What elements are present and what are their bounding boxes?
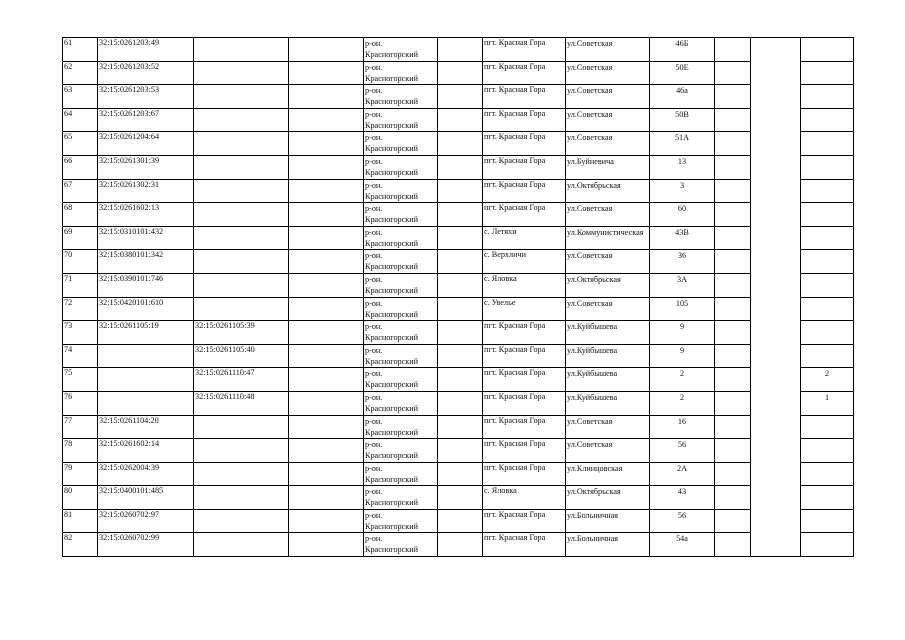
district-cell: р-он. Красногорский (364, 273, 438, 297)
empty-cell (289, 61, 364, 85)
empty-cell (715, 85, 751, 109)
empty-cell (438, 132, 483, 156)
locality-cell: пгт. Красная Гора (483, 509, 566, 533)
house-number-cell: 36 (650, 250, 715, 274)
empty-cell (289, 226, 364, 250)
street-cell: ул.Буйневича (566, 155, 650, 179)
empty-cell (438, 38, 483, 62)
cadastral-number-cell: 32:15:0261104:20 (98, 415, 194, 439)
street-cell: ул.Советская (566, 132, 650, 156)
gap-cell (751, 297, 801, 321)
linked-cadastral-number-cell: 32:15:0261105:39 (194, 321, 289, 345)
gap-cell (751, 462, 801, 486)
district-cell: р-он. Красногорский (364, 297, 438, 321)
empty-cell (715, 250, 751, 274)
house-number-cell: 60 (650, 203, 715, 227)
house-number-cell: 56 (650, 509, 715, 533)
table-row (63, 509, 854, 533)
row-number-cell: 66 (63, 155, 98, 179)
row-number-cell: 79 (63, 462, 98, 486)
empty-cell (438, 344, 483, 368)
gap-cell (751, 273, 801, 297)
cadastral-number-cell: 32:15:0261203:52 (98, 61, 194, 85)
apartment-cell (801, 179, 854, 203)
cadastral-number-cell: 32:15:0261602:13 (98, 203, 194, 227)
empty-cell (438, 61, 483, 85)
linked-cadastral-number-cell: 32:15:0261105:40 (194, 344, 289, 368)
empty-cell (715, 486, 751, 510)
empty-cell (715, 297, 751, 321)
apartment-cell (801, 108, 854, 132)
locality-cell: пгт. Красная Гора (483, 321, 566, 345)
gap-cell (751, 38, 801, 62)
linked-cadastral-number-cell (194, 462, 289, 486)
empty-cell (715, 132, 751, 156)
district-cell: р-он. Красногорский (364, 38, 438, 62)
linked-cadastral-number-cell (194, 85, 289, 109)
street-cell: ул.Октябрьская (566, 486, 650, 510)
empty-cell (289, 273, 364, 297)
locality-cell: с. Летяхи (483, 226, 566, 250)
linked-cadastral-number-cell: 32:15:0261110:48 (194, 391, 289, 415)
cadastral-number-cell: 32:15:0260702:97 (98, 509, 194, 533)
empty-cell (715, 439, 751, 463)
street-cell: ул.Больничная (566, 509, 650, 533)
empty-cell (715, 533, 751, 557)
cadastral-number-cell: 32:15:0310101:432 (98, 226, 194, 250)
linked-cadastral-number-cell (194, 179, 289, 203)
linked-cadastral-number-cell (194, 226, 289, 250)
street-cell: ул.Клинцовская (566, 462, 650, 486)
empty-cell (289, 132, 364, 156)
empty-cell (289, 509, 364, 533)
district-cell: р-он. Красногорский (364, 226, 438, 250)
empty-cell (715, 368, 751, 392)
linked-cadastral-number-cell (194, 273, 289, 297)
street-cell: ул.Больничная (566, 533, 650, 557)
district-cell: р-он. Красногорский (364, 486, 438, 510)
locality-cell: пгт. Красная Гора (483, 132, 566, 156)
apartment-cell (801, 297, 854, 321)
apartment-cell (801, 533, 854, 557)
address-register-table (62, 37, 854, 557)
empty-cell (438, 321, 483, 345)
empty-cell (289, 415, 364, 439)
row-number-cell: 77 (63, 415, 98, 439)
street-cell: ул.Советская (566, 203, 650, 227)
empty-cell (289, 155, 364, 179)
empty-cell (715, 391, 751, 415)
table-row (63, 439, 854, 463)
linked-cadastral-number-cell (194, 439, 289, 463)
gap-cell (751, 108, 801, 132)
house-number-cell: 3А (650, 273, 715, 297)
gap-cell (751, 344, 801, 368)
cadastral-number-cell: 32:15:0260702:99 (98, 533, 194, 557)
linked-cadastral-number-cell: 32:15:0261110:47 (194, 368, 289, 392)
house-number-cell: 105 (650, 297, 715, 321)
table-row (63, 415, 854, 439)
row-number-cell: 71 (63, 273, 98, 297)
house-number-cell: 2А (650, 462, 715, 486)
row-number-cell: 80 (63, 486, 98, 510)
district-cell: р-он. Красногорский (364, 533, 438, 557)
table-row (63, 155, 854, 179)
cadastral-number-cell: 32:15:0261203:53 (98, 85, 194, 109)
gap-cell (751, 226, 801, 250)
table-row (63, 250, 854, 274)
row-number-cell: 81 (63, 509, 98, 533)
row-number-cell: 64 (63, 108, 98, 132)
district-cell: р-он. Красногорский (364, 509, 438, 533)
gap-cell (751, 250, 801, 274)
row-number-cell: 63 (63, 85, 98, 109)
linked-cadastral-number-cell (194, 250, 289, 274)
district-cell: р-он. Красногорский (364, 391, 438, 415)
apartment-cell (801, 38, 854, 62)
empty-cell (289, 108, 364, 132)
house-number-cell: 43 (650, 486, 715, 510)
street-cell: ул.Октябрьская (566, 273, 650, 297)
apartment-cell (801, 321, 854, 345)
locality-cell: с. Яловка (483, 486, 566, 510)
cadastral-number-cell: 32:15:0261301:39 (98, 155, 194, 179)
street-cell: ул.Советская (566, 415, 650, 439)
street-cell: ул.Куйбышева (566, 368, 650, 392)
cadastral-number-cell: 32:15:0261204:64 (98, 132, 194, 156)
street-cell: ул.Советская (566, 439, 650, 463)
empty-cell (289, 368, 364, 392)
empty-cell (438, 439, 483, 463)
locality-cell: пгт. Красная Гора (483, 179, 566, 203)
gap-cell (751, 155, 801, 179)
street-cell: ул.Октябрьская (566, 179, 650, 203)
empty-cell (289, 533, 364, 557)
table-row (63, 321, 854, 345)
empty-cell (715, 509, 751, 533)
street-cell: ул.Куйбышева (566, 344, 650, 368)
empty-cell (438, 226, 483, 250)
row-number-cell: 62 (63, 61, 98, 85)
cadastral-number-cell: 32:15:0262004:39 (98, 462, 194, 486)
street-cell: ул.Советская (566, 61, 650, 85)
district-cell: р-он. Красногорский (364, 439, 438, 463)
table-row (63, 179, 854, 203)
table-row (63, 533, 854, 557)
empty-cell (438, 203, 483, 227)
table-row (63, 108, 854, 132)
linked-cadastral-number-cell (194, 509, 289, 533)
empty-cell (715, 415, 751, 439)
empty-cell (715, 38, 751, 62)
district-cell: р-он. Красногорский (364, 132, 438, 156)
district-cell: р-он. Красногорский (364, 203, 438, 227)
empty-cell (289, 486, 364, 510)
district-cell: р-он. Красногорский (364, 462, 438, 486)
apartment-cell (801, 486, 854, 510)
apartment-cell (801, 226, 854, 250)
cadastral-number-cell: 32:15:0261302:31 (98, 179, 194, 203)
table-row (63, 344, 854, 368)
district-cell: р-он. Красногорский (364, 415, 438, 439)
house-number-cell: 13 (650, 155, 715, 179)
empty-cell (438, 179, 483, 203)
gap-cell (751, 486, 801, 510)
district-cell: р-он. Красногорский (364, 155, 438, 179)
empty-cell (289, 439, 364, 463)
district-cell: р-он. Красногорский (364, 61, 438, 85)
empty-cell (715, 179, 751, 203)
street-cell: ул.Советская (566, 297, 650, 321)
empty-cell (289, 203, 364, 227)
house-number-cell: 54а (650, 533, 715, 557)
locality-cell: с. Яловка (483, 273, 566, 297)
locality-cell: пгт. Красная Гора (483, 462, 566, 486)
table-row (63, 391, 854, 415)
table-row (63, 203, 854, 227)
cadastral-number-cell (98, 368, 194, 392)
cadastral-number-cell: 32:15:0261602:14 (98, 439, 194, 463)
cadastral-number-cell: 32:15:0261203:49 (98, 38, 194, 62)
cadastral-number-cell: 32:15:0380101:342 (98, 250, 194, 274)
locality-cell: пгт. Красная Гора (483, 155, 566, 179)
linked-cadastral-number-cell (194, 132, 289, 156)
table-row (63, 486, 854, 510)
empty-cell (438, 273, 483, 297)
empty-cell (289, 391, 364, 415)
locality-cell: пгт. Красная Гора (483, 203, 566, 227)
house-number-cell: 50В (650, 108, 715, 132)
cadastral-number-cell: 32:15:0261203:67 (98, 108, 194, 132)
empty-cell (438, 415, 483, 439)
table-body (63, 38, 854, 557)
row-number-cell: 72 (63, 297, 98, 321)
row-number-cell: 61 (63, 38, 98, 62)
locality-cell: пгт. Красная Гора (483, 439, 566, 463)
locality-cell: пгт. Красная Гора (483, 61, 566, 85)
locality-cell: пгт. Красная Гора (483, 38, 566, 62)
table-row (63, 368, 854, 392)
linked-cadastral-number-cell (194, 38, 289, 62)
table-row (63, 297, 854, 321)
empty-cell (715, 203, 751, 227)
house-number-cell: 16 (650, 415, 715, 439)
table-row (63, 85, 854, 109)
apartment-cell: 1 (801, 391, 854, 415)
linked-cadastral-number-cell (194, 203, 289, 227)
row-number-cell: 68 (63, 203, 98, 227)
house-number-cell: 46Б (650, 38, 715, 62)
district-cell: р-он. Красногорский (364, 321, 438, 345)
street-cell: ул.Коммунистическая (566, 226, 650, 250)
empty-cell (289, 462, 364, 486)
empty-cell (289, 344, 364, 368)
street-cell: ул.Советская (566, 85, 650, 109)
locality-cell: с. Верхличи (483, 250, 566, 274)
table-row (63, 38, 854, 62)
district-cell: р-он. Красногорский (364, 250, 438, 274)
cadastral-number-cell: 32:15:0390101:746 (98, 273, 194, 297)
linked-cadastral-number-cell (194, 61, 289, 85)
apartment-cell (801, 344, 854, 368)
locality-cell: пгт. Красная Гора (483, 108, 566, 132)
row-number-cell: 76 (63, 391, 98, 415)
row-number-cell: 75 (63, 368, 98, 392)
gap-cell (751, 533, 801, 557)
apartment-cell (801, 439, 854, 463)
empty-cell (438, 297, 483, 321)
empty-cell (289, 85, 364, 109)
district-cell: р-он. Красногорский (364, 179, 438, 203)
gap-cell (751, 509, 801, 533)
house-number-cell: 51А (650, 132, 715, 156)
empty-cell (289, 321, 364, 345)
empty-cell (438, 108, 483, 132)
table-row (63, 462, 854, 486)
locality-cell: пгт. Красная Гора (483, 368, 566, 392)
house-number-cell: 2 (650, 391, 715, 415)
table-row (63, 61, 854, 85)
empty-cell (438, 155, 483, 179)
row-number-cell: 69 (63, 226, 98, 250)
gap-cell (751, 391, 801, 415)
empty-cell (438, 391, 483, 415)
apartment-cell (801, 155, 854, 179)
empty-cell (438, 462, 483, 486)
empty-cell (438, 85, 483, 109)
empty-cell (715, 61, 751, 85)
linked-cadastral-number-cell (194, 533, 289, 557)
empty-cell (438, 509, 483, 533)
cadastral-number-cell (98, 344, 194, 368)
apartment-cell (801, 462, 854, 486)
gap-cell (751, 132, 801, 156)
gap-cell (751, 179, 801, 203)
cadastral-number-cell: 32:15:0400101:485 (98, 486, 194, 510)
street-cell: ул.Советская (566, 38, 650, 62)
locality-cell: пгт. Красная Гора (483, 391, 566, 415)
empty-cell (715, 155, 751, 179)
table-row (63, 226, 854, 250)
street-cell: ул.Советская (566, 250, 650, 274)
apartment-cell: 2 (801, 368, 854, 392)
empty-cell (438, 533, 483, 557)
table-row (63, 273, 854, 297)
apartment-cell (801, 273, 854, 297)
house-number-cell: 3 (650, 179, 715, 203)
linked-cadastral-number-cell (194, 486, 289, 510)
house-number-cell: 9 (650, 344, 715, 368)
empty-cell (289, 297, 364, 321)
locality-cell: с. Увелье (483, 297, 566, 321)
street-cell: ул.Советская (566, 108, 650, 132)
empty-cell (289, 179, 364, 203)
empty-cell (438, 368, 483, 392)
row-number-cell: 65 (63, 132, 98, 156)
empty-cell (715, 273, 751, 297)
row-number-cell: 73 (63, 321, 98, 345)
apartment-cell (801, 203, 854, 227)
linked-cadastral-number-cell (194, 297, 289, 321)
district-cell: р-он. Красногорский (364, 368, 438, 392)
row-number-cell: 70 (63, 250, 98, 274)
row-number-cell: 78 (63, 439, 98, 463)
street-cell: ул.Куйбышева (566, 391, 650, 415)
table-row (63, 132, 854, 156)
cadastral-number-cell (98, 391, 194, 415)
house-number-cell: 46а (650, 85, 715, 109)
locality-cell: пгт. Красная Гора (483, 415, 566, 439)
gap-cell (751, 203, 801, 227)
gap-cell (751, 415, 801, 439)
empty-cell (715, 344, 751, 368)
apartment-cell (801, 85, 854, 109)
house-number-cell: 43В (650, 226, 715, 250)
apartment-cell (801, 415, 854, 439)
house-number-cell: 2 (650, 368, 715, 392)
empty-cell (289, 250, 364, 274)
row-number-cell: 82 (63, 533, 98, 557)
gap-cell (751, 85, 801, 109)
gap-cell (751, 368, 801, 392)
house-number-cell: 56 (650, 439, 715, 463)
cadastral-number-cell: 32:15:0261105:19 (98, 321, 194, 345)
house-number-cell: 9 (650, 321, 715, 345)
empty-cell (715, 462, 751, 486)
gap-cell (751, 321, 801, 345)
apartment-cell (801, 132, 854, 156)
house-number-cell: 50Е (650, 61, 715, 85)
apartment-cell (801, 250, 854, 274)
empty-cell (715, 108, 751, 132)
empty-cell (715, 226, 751, 250)
row-number-cell: 74 (63, 344, 98, 368)
row-number-cell: 67 (63, 179, 98, 203)
linked-cadastral-number-cell (194, 108, 289, 132)
cadastral-number-cell: 32:15:0420101:610 (98, 297, 194, 321)
locality-cell: пгт. Красная Гора (483, 533, 566, 557)
street-cell: ул.Куйбышева (566, 321, 650, 345)
gap-cell (751, 439, 801, 463)
empty-cell (289, 38, 364, 62)
locality-cell: пгт. Красная Гора (483, 344, 566, 368)
locality-cell: пгт. Красная Гора (483, 85, 566, 109)
district-cell: р-он. Красногорский (364, 85, 438, 109)
district-cell: р-он. Красногорский (364, 108, 438, 132)
empty-cell (438, 250, 483, 274)
apartment-cell (801, 61, 854, 85)
empty-cell (715, 321, 751, 345)
linked-cadastral-number-cell (194, 415, 289, 439)
empty-cell (438, 486, 483, 510)
linked-cadastral-number-cell (194, 155, 289, 179)
apartment-cell (801, 509, 854, 533)
district-cell: р-он. Красногорский (364, 344, 438, 368)
gap-cell (751, 61, 801, 85)
